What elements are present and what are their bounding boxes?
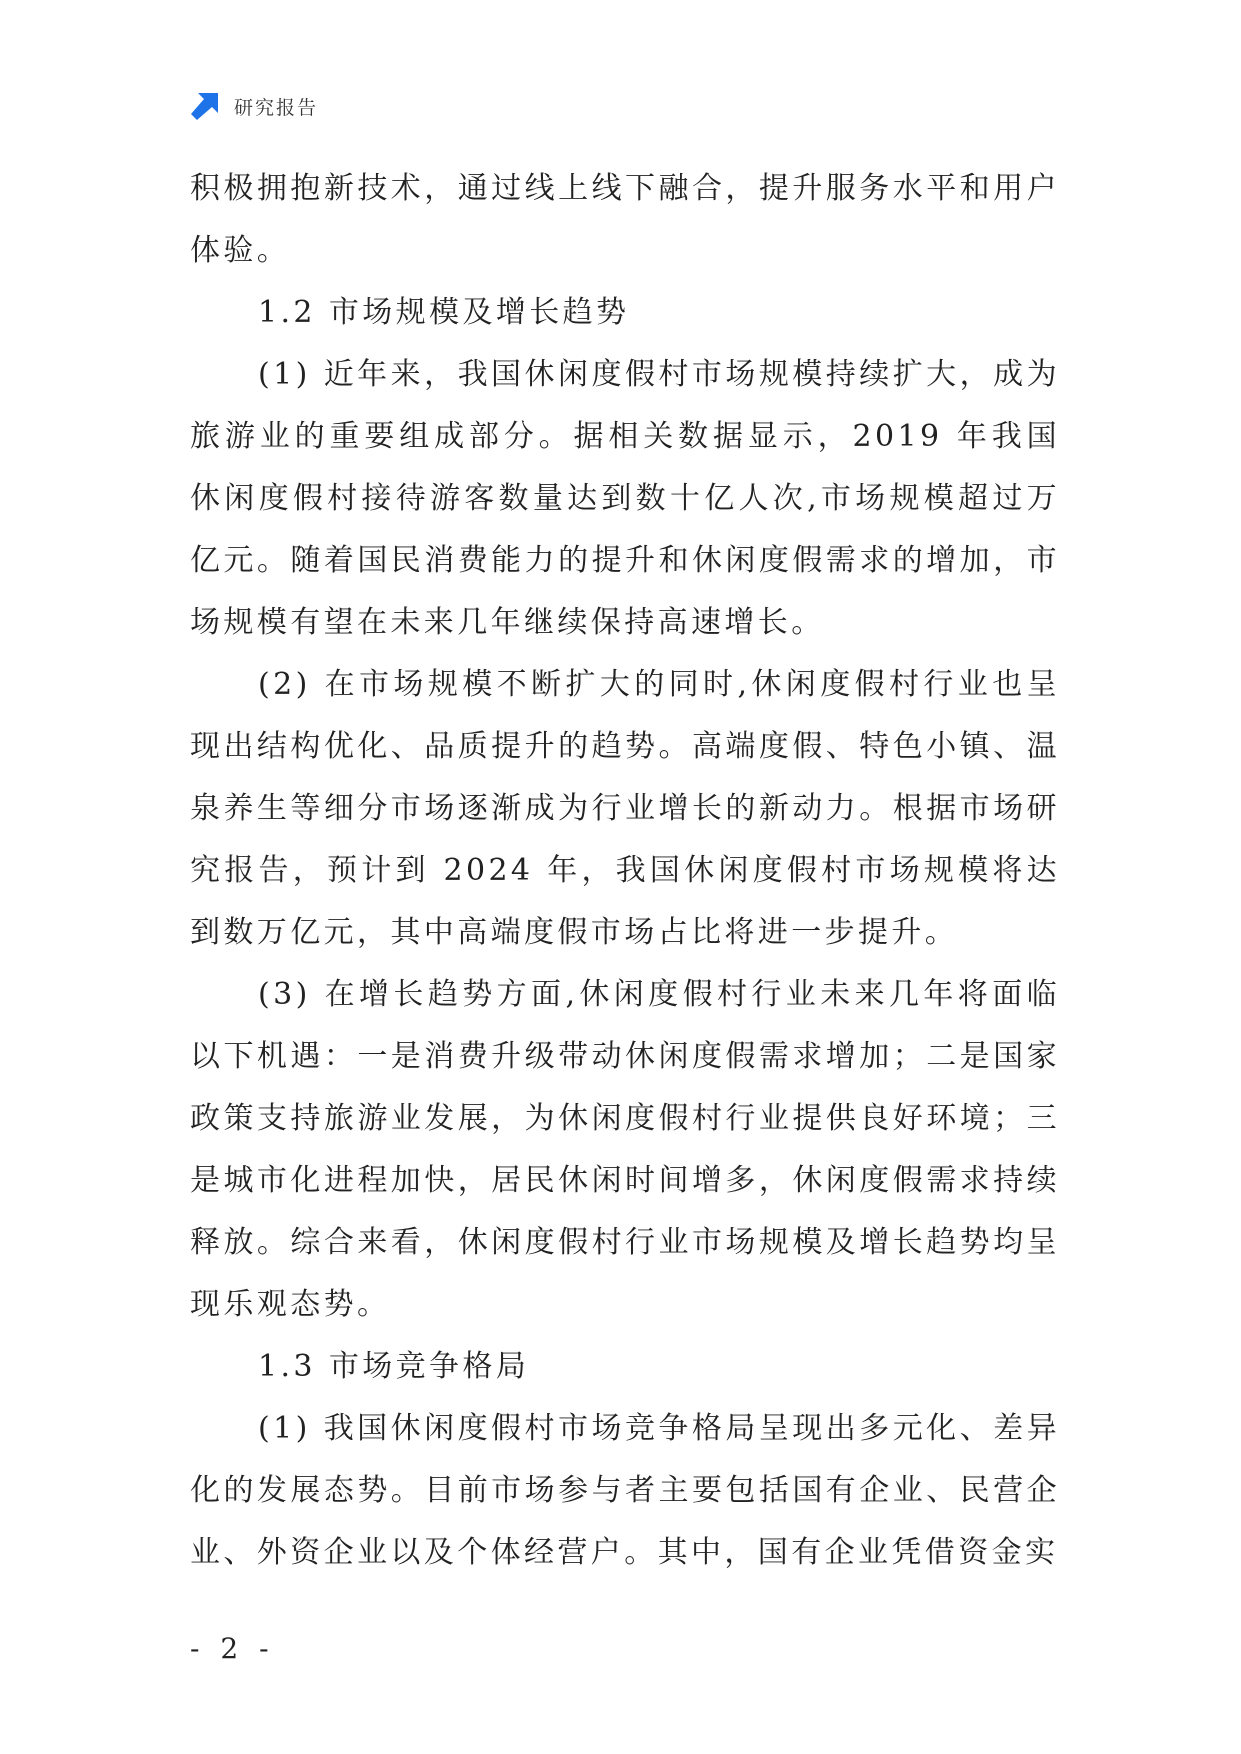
arrow-up-right-icon: [190, 91, 220, 121]
section-heading-1-3: 1.3 市场竞争格局: [258, 1349, 530, 1384]
section-heading-1-2: 1.2 市场规模及增长趋势: [258, 295, 630, 330]
paragraph-1-2-1: (1) 近年来，我国休闲度假村市场规模持续扩大，成为旅游业的重要组成部分。据相关数据显示，2019 年我国休闲度假村接待游客数量达到数十亿人次,市场规模超过万亿元。随着国民消费能力的提升和休闲度假需求的增加，市场规模有望在未来几年继续保持高速增长。: [190, 357, 1060, 640]
header-title: 研究报告: [234, 96, 319, 119]
document-body: [190, 158, 1060, 1584]
page-header: [190, 88, 318, 124]
paragraph-1-2-3: (3) 在增长趋势方面,休闲度假村行业未来几年将面临以下机遇：一是消费升级带动休闲度假需求增加；二是国家政策支持旅游业发展，为休闲度假村行业提供良好环境；三是城市化进程加快，居民休闲时间增多，休闲度假需求持续释放。综合来看，休闲度假村行业市场规模及增长趋势均呈现乐观态势。: [190, 977, 1060, 1322]
paragraph-intro: 积极拥抱新技术，通过线上线下融合，提升服务水平和用户体验。: [190, 171, 1060, 268]
page-number: - 2 -: [190, 1632, 275, 1665]
paragraph-1-3-1: (1) 我国休闲度假村市场竞争格局呈现出多元化、差异化的发展态势。目前市场参与者主要包括国有企业、民营企业、外资企业以及个体经营户。其中，国有企业凭借资金实: [190, 1411, 1060, 1570]
paragraph-1-2-2: (2) 在市场规模不断扩大的同时,休闲度假村行业也呈现出结构优化、品质提升的趋势。高端度假、特色小镇、温泉养生等细分市场逐渐成为行业增长的新动力。根据市场研究报告，预计到 2024 年，我国休闲度假村市场规模将达到数万亿元，其中高端度假市场占比将进一步提升。: [190, 667, 1060, 950]
